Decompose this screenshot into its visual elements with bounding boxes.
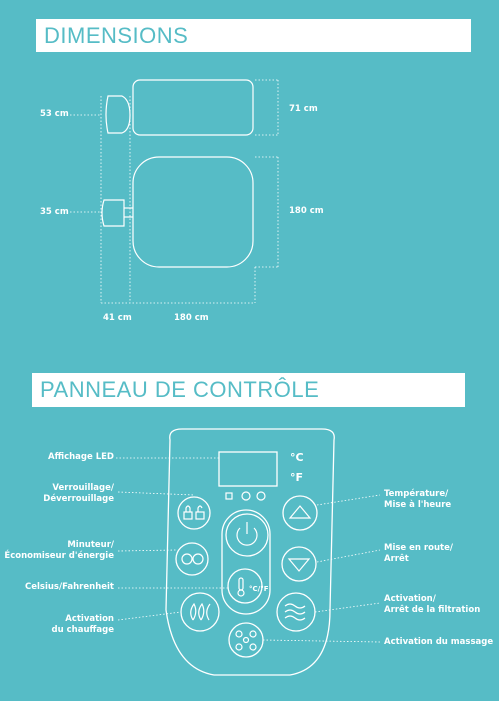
status-lock-icon bbox=[226, 493, 232, 499]
filter-icon bbox=[285, 604, 305, 620]
dim-head-depth: 35 cm bbox=[40, 207, 69, 217]
dimensions-title: DIMENSIONS bbox=[44, 22, 189, 48]
up-button bbox=[283, 496, 317, 530]
label-timer-1: Minuteur/ bbox=[67, 540, 114, 550]
unit-f: °F bbox=[290, 471, 304, 484]
massage-button bbox=[229, 623, 263, 657]
up-arrow-icon bbox=[290, 506, 310, 518]
led-display bbox=[219, 452, 277, 486]
label-heat-1: Activation bbox=[65, 614, 114, 624]
down-button bbox=[282, 547, 316, 581]
label-lock-2: Déverrouillage bbox=[43, 494, 114, 504]
dim-tub-height: 180 cm bbox=[289, 206, 324, 216]
heat-icon bbox=[191, 604, 210, 620]
down-arrow-icon bbox=[289, 559, 309, 571]
label-filter-2: Arrêt de la filtration bbox=[384, 605, 481, 615]
label-power-1: Mise en route/ bbox=[384, 543, 453, 553]
dim-bottom-width: 180 cm bbox=[174, 313, 209, 323]
label-filter-1: Activation/ bbox=[384, 594, 436, 604]
label-temp-1: Température/ bbox=[384, 489, 449, 499]
massage-icon bbox=[236, 631, 242, 637]
cf-button-label: °C/°F bbox=[249, 585, 269, 593]
lock-icon bbox=[184, 512, 192, 519]
heat-button bbox=[181, 593, 219, 631]
panel-title: PANNEAU DE CONTRÔLE bbox=[40, 377, 320, 402]
label-celsius: Celsius/Fahrenheit bbox=[24, 582, 114, 592]
dim-pillow-height: 71 cm bbox=[289, 104, 318, 114]
label-temp-2: Mise à l'heure bbox=[384, 500, 452, 510]
lock-button bbox=[178, 497, 210, 529]
dim-bottom-left: 41 cm bbox=[103, 313, 132, 323]
status-timer-icon bbox=[242, 492, 250, 500]
label-led: Affichage LED bbox=[48, 452, 114, 462]
label-timer-2: Économiseur d'énergie bbox=[4, 551, 114, 561]
unit-c: °C bbox=[290, 451, 304, 464]
timer-icon bbox=[182, 554, 192, 564]
status-clock-icon bbox=[257, 492, 265, 500]
power-button bbox=[226, 514, 268, 556]
thermometer-icon bbox=[239, 578, 243, 590]
panel-outline bbox=[166, 429, 334, 675]
label-lock-1: Verrouillage/ bbox=[52, 483, 114, 493]
dim-head-width: 53 cm bbox=[40, 109, 69, 119]
label-massage: Activation du massage bbox=[384, 637, 494, 647]
label-power-2: Arrêt bbox=[384, 554, 409, 564]
label-heat-2: du chauffage bbox=[51, 625, 114, 635]
